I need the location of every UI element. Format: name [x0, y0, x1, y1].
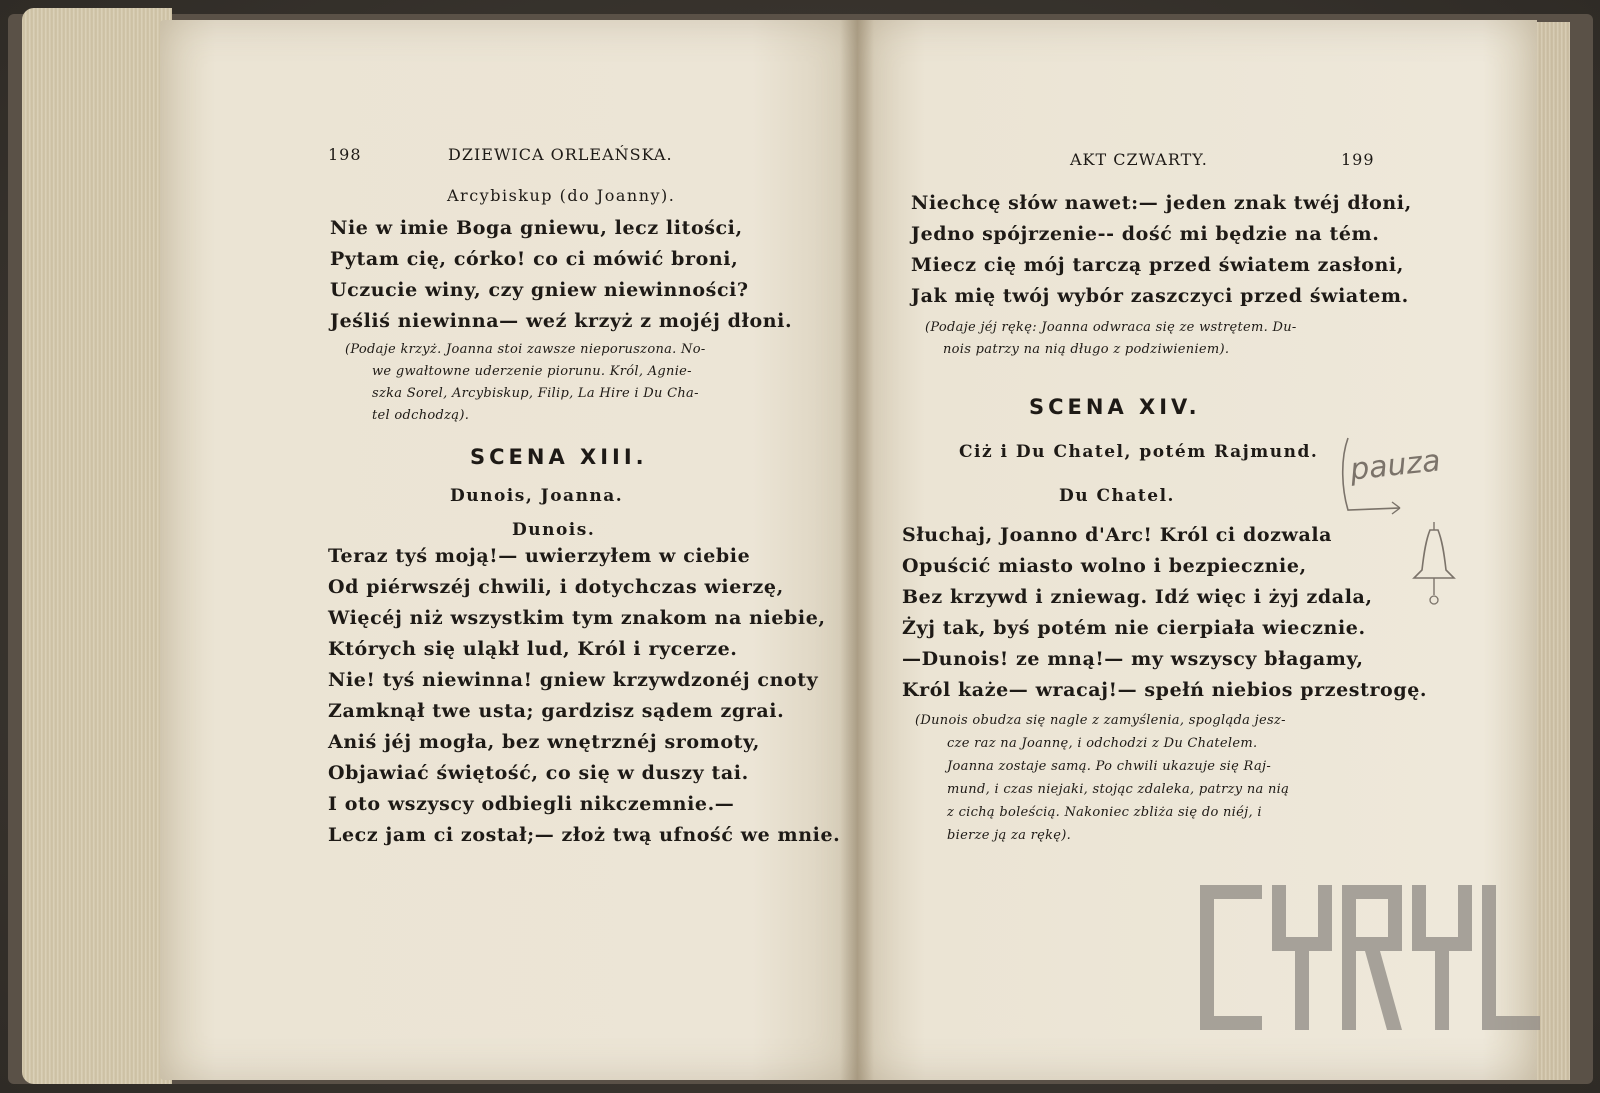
- stage-direction: we gwałtowne uderzenie piorunu. Król, Agnie-: [372, 364, 692, 379]
- verse-line: Uczucie winy, czy gniew niewinności?: [330, 279, 749, 301]
- left-running-head: DZIEWICA ORLEAŃSKA.: [448, 145, 673, 164]
- bell-icon: [1414, 522, 1454, 604]
- verse-line: —Dunois! ze mną!— my wszyscy błagamy,: [902, 648, 1364, 670]
- scene-persons: Dunois, Joanna.: [450, 486, 624, 506]
- speaker-dunois: Dunois.: [512, 520, 596, 540]
- pencil-note: pauza: [1348, 443, 1443, 488]
- verse-line: Których się uląkł lud, Król i rycerze.: [328, 638, 738, 660]
- verse-line: Bez krzywd i zniewag. Idź więc i żyj zdala,: [902, 586, 1373, 608]
- stage-direction: z cichą boleścią. Nakoniec zbliża się do niéj, i: [947, 805, 1262, 820]
- verse-line: Jeśliś niewinna— weź krzyż z mojéj dłoni.: [330, 310, 793, 332]
- stage-direction: (Dunois obudza się nagle z zamyślenia, spogląda jesz-: [915, 713, 1286, 728]
- stage-direction: cze raz na Joannę, i odchodzi z Du Chatelem.: [947, 736, 1258, 751]
- cyryl-watermark-logo: [1200, 885, 1540, 1030]
- verse-line: Opuścić miasto wolno i bezpiecznie,: [902, 555, 1307, 577]
- verse-line: I oto wszyscy odbiegli nikczemnie.—: [328, 793, 735, 815]
- stage-direction: nois patrzy na nią długo z podziwieniem).: [943, 342, 1230, 357]
- stage-direction: Joanna zostaje samą. Po chwili ukazuje się Raj-: [947, 759, 1272, 774]
- right-page-number: 199: [1341, 150, 1375, 169]
- stage-direction: szka Sorel, Arcybiskup, Filip, La Hire i Du Cha-: [372, 386, 699, 401]
- pencil-marks: [1330, 430, 1480, 620]
- scene-persons: Ciż i Du Chatel, potém Rajmund.: [959, 442, 1319, 462]
- book-gutter: [840, 20, 874, 1080]
- verse-line: Objawiać świętość, co się w duszy tai.: [328, 762, 749, 784]
- verse-line: Król każe— wracaj!— spełń niebios przestrogę.: [902, 679, 1428, 701]
- stage-direction: (Podaje jéj rękę: Joanna odwraca się ze wstrętem. Du-: [925, 320, 1297, 335]
- scene-title: SCENA XIII.: [470, 445, 648, 469]
- verse-line: Jak mię twój wybór zaszczyci przed światem.: [911, 285, 1409, 307]
- verse-line: Zamknął twe usta; gardzisz sądem zgrai.: [328, 700, 785, 722]
- stage-direction: mund, i czas niejaki, stojąc zdaleka, patrzy na nią: [947, 782, 1290, 797]
- page-edges-left: [22, 8, 172, 1084]
- left-page: [160, 20, 857, 1080]
- verse-line: Żyj tak, byś potém nie cierpiała wiecznie.: [902, 617, 1366, 639]
- verse-line: Słuchaj, Joanno d'Arc! Król ci dozwala: [902, 524, 1333, 546]
- stage-direction: (Podaje krzyż. Joanna stoi zawsze nieporuszona. No-: [345, 342, 706, 357]
- left-page-number: 198: [328, 145, 362, 164]
- verse-line: Teraz tyś moją!— uwierzyłem w ciebie: [328, 545, 751, 567]
- stage-direction: tel odchodzą).: [372, 408, 470, 423]
- verse-line: Niechcę słów nawet:— jeden znak twéj dłoni,: [911, 192, 1412, 214]
- verse-line: Nie w imie Boga gniewu, lecz litości,: [330, 217, 743, 239]
- speaker-arcybiskup: Arcybiskup (do Joanny).: [447, 186, 676, 205]
- verse-line: Od piérwszéj chwili, i dotychczas wierzę,: [328, 576, 784, 598]
- verse-line: Miecz cię mój tarczą przed światem zasłoni,: [911, 254, 1404, 276]
- verse-line: Lecz jam ci został;— złoż twą ufność we mnie.: [328, 824, 841, 846]
- verse-line: Nie! tyś niewinna! gniew krzywdzonéj cnoty: [328, 669, 819, 691]
- verse-line: Aniś jéj mogła, bez wnętrznéj sromoty,: [328, 731, 761, 753]
- verse-line: Jedno spójrzenie-- dość mi będzie na tém.: [911, 223, 1380, 245]
- scene-title: SCENA XIV.: [1029, 395, 1201, 419]
- right-running-head: AKT CZWARTY.: [1070, 150, 1208, 169]
- stage-direction: bierze ją za rękę).: [947, 828, 1072, 843]
- verse-line: Pytam cię, córko! co ci mówić broni,: [330, 248, 739, 270]
- verse-line: Więcéj niż wszystkim tym znakom na niebie,: [328, 607, 826, 629]
- speaker-du-chatel: Du Chatel.: [1059, 486, 1175, 506]
